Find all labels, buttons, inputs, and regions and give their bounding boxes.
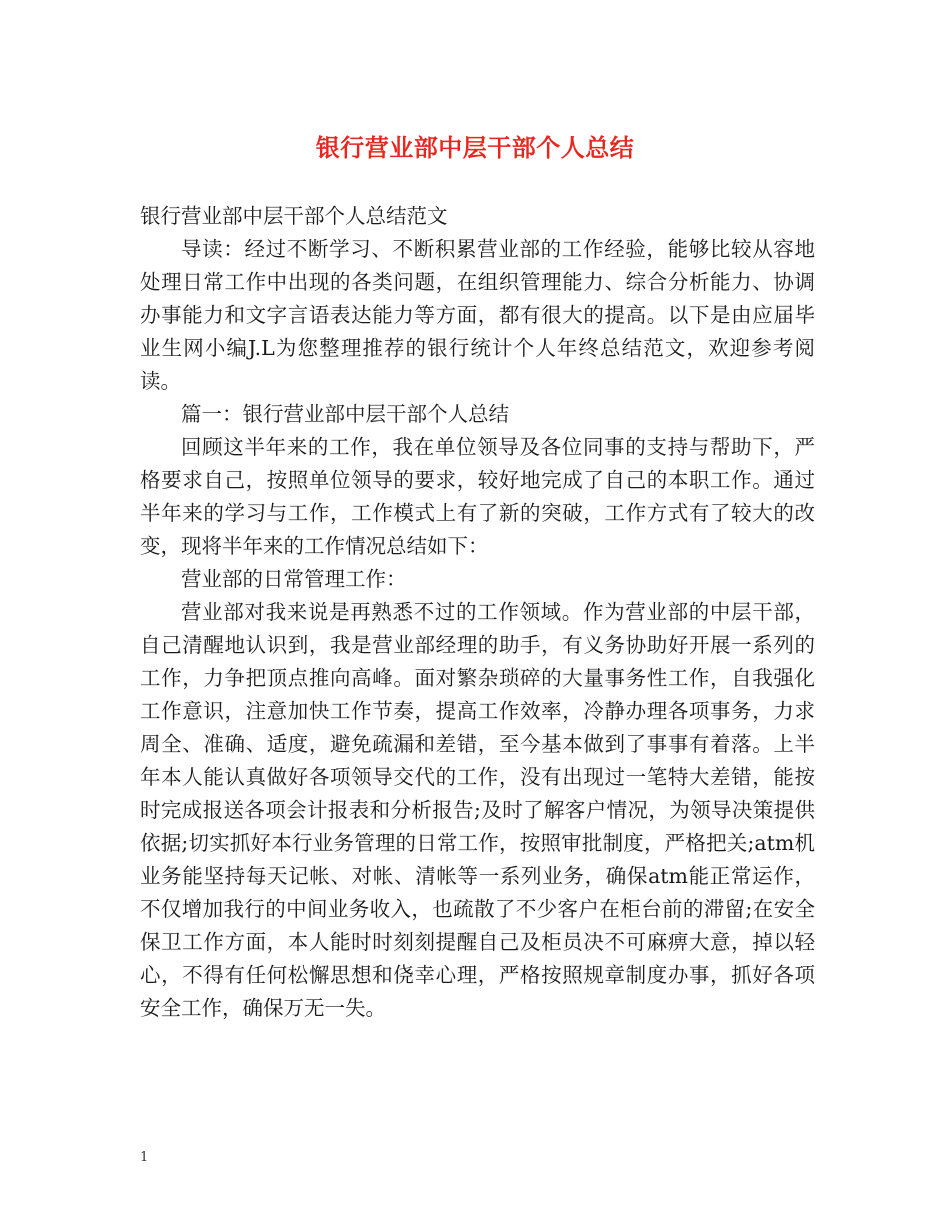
page-number: 1 — [140, 1150, 149, 1165]
paragraph-subheading: 营业部的日常管理工作： — [181, 567, 407, 591]
document-body — [140, 200, 815, 1025]
paragraph-review: 回顾这半年来的工作，我在单位领导及各位同事的支持与帮助下，严格要求自己，按照单位领导的要求，较好地完成了自己的本职工作。通过半年来的学习与工作，工作模式上有了新的突破，工作方式有了较大的改变，现将半年来的工作情况总结如下： — [140, 435, 815, 558]
paragraph-section-heading: 篇一：银行营业部中层干部个人总结 — [181, 402, 509, 426]
document-subtitle: 银行营业部中层干部个人总结范文 — [140, 204, 448, 228]
paragraph-daily-work: 营业部对我来说是再熟悉不过的工作领域。作为营业部的中层干部，自己清醒地认识到，我是营业部经理的助手，有义务协助好开展一系列的工作，力争把顶点推向高峰。面对繁杂琐碎的大量事务性工作，自我强化工作意识，注意加快工作节奏，提高工作效率，冷静办理各项事务，力求周全、准确、适度，避免疏漏和差错，至今基本做到了事事有着落。上半年本人能认真做好各项领导交代的工作，没有出现过一笔特大差错，能按时完成报送各项会计报表和分析报告;及时了解客户情况，为领导决策提供依据;切实抓好本行业务管理的日常工作，按照审批制度，严格把关;atm机业务能坚持每天记帐、对帐、清帐等一系列业务，确保atm能正常运作，不仅增加我行的中间业务收入，也疏散了不少客户在柜台前的滞留;在安全保卫工作方面，本人能时时刻刻提醒自己及柜员决不可麻痹大意，掉以轻心，不得有任何松懈思想和侥幸心理，严格按照规章制度办事，抓好各项安全工作，确保万无一失。 — [140, 600, 815, 1020]
paragraph-intro: 导读：经过不断学习、不断积累营业部的工作经验，能够比较从容地处理日常工作中出现的各类问题，在组织管理能力、综合分析能力、协调办事能力和文字言语表达能力等方面，都有很大的提高。以下是由应届毕业生网小编J.L为您整理推荐的银行统计个人年终总结范文，欢迎参考阅读。 — [140, 237, 815, 393]
document-title: 银行营业部中层干部个人总结 — [315, 133, 635, 162]
